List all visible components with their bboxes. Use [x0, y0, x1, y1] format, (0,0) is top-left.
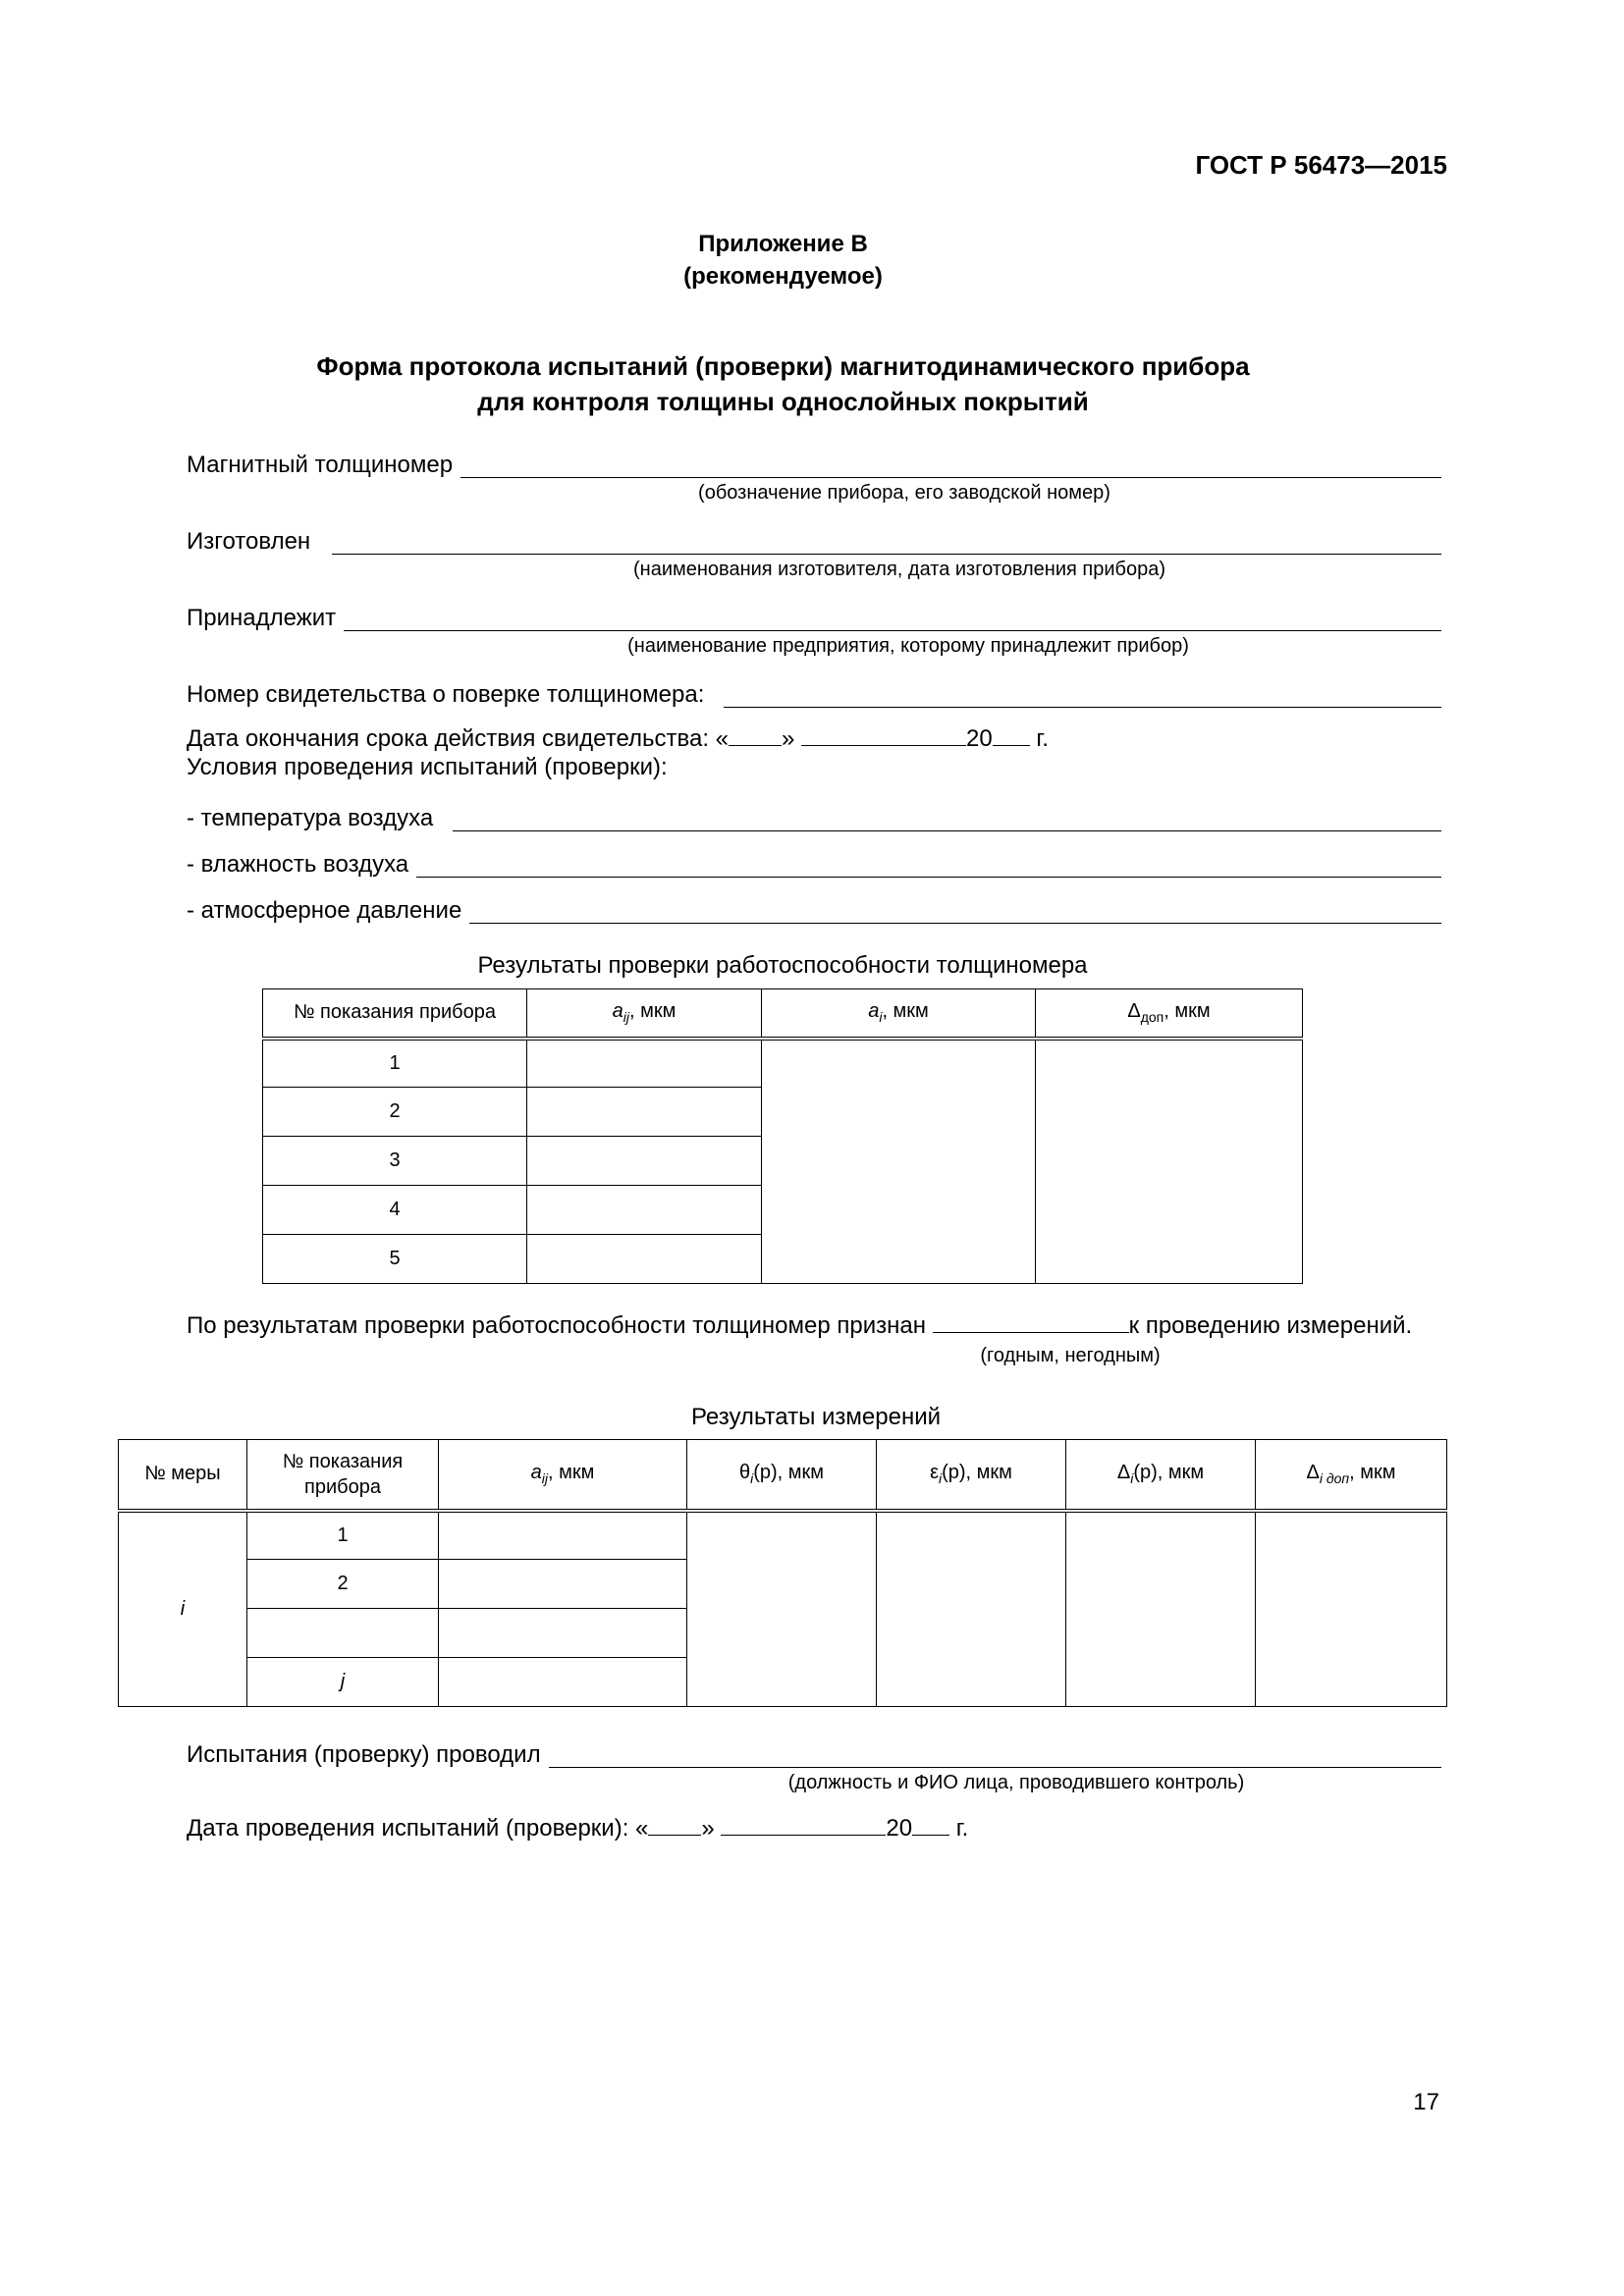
owner-hint: (наименование предприятия, которому принадлежит прибор) [627, 635, 1189, 657]
table2-header-reading [247, 1440, 439, 1511]
aij-subscript: ij [541, 1470, 548, 1487]
table1-caption: Результаты проверки работоспособности толщиномера [477, 952, 1088, 979]
manufactured-hint: (наименования изготовителя, дата изготовления прибора) [633, 559, 1165, 580]
meter-input-line[interactable] [460, 452, 1441, 478]
expiry-date-line [187, 723, 1049, 754]
verdict-text-after: к проведению измерений. [1128, 1312, 1413, 1339]
table1-header-aij [527, 989, 762, 1039]
delta-dop-cell[interactable] [1256, 1511, 1447, 1707]
delta-p-symbol: Δ [1116, 1462, 1131, 1484]
certificate-field [187, 674, 1441, 708]
humidity-field [187, 844, 1441, 878]
expiry-prefix: Дата окончания срока действия свидетельства: « [187, 725, 730, 752]
theta-unit: (p), мкм [753, 1462, 825, 1484]
reading-number: 2 [247, 1560, 439, 1609]
reading-number: 2 [263, 1088, 527, 1137]
manufactured-field [187, 521, 1441, 555]
table2-header-theta [687, 1440, 877, 1511]
test-date-year-blank[interactable] [912, 1813, 949, 1836]
test-date-day-blank[interactable] [648, 1813, 701, 1836]
theta-subscript: i [750, 1470, 754, 1487]
epsilon-cell[interactable] [877, 1511, 1066, 1707]
table2-header-delta-dop [1256, 1440, 1447, 1511]
pressure-input-line[interactable] [469, 897, 1441, 924]
form-title-line1: Форма протокола испытаний (проверки) магнитодинамического прибора [316, 351, 1250, 381]
table1-header-delta [1036, 989, 1303, 1039]
signature-field [187, 1735, 1441, 1768]
humidity-input-line[interactable] [416, 851, 1441, 878]
signature-label: Испытания (проверку) проводил [187, 1741, 541, 1768]
document-number: ГОСТ Р 56473—2015 [1195, 150, 1447, 180]
measurements-table [118, 1439, 1447, 1707]
verdict-line [187, 1310, 1412, 1341]
aij-cell[interactable] [439, 1658, 687, 1707]
expiry-year-blank[interactable] [993, 723, 1030, 746]
conditions-title: Условия проведения испытаний (проверки): [187, 754, 668, 780]
appendix-status: (рекомендуемое) [683, 263, 883, 290]
table-row [119, 1511, 1447, 1560]
expiry-quote-close: » [782, 725, 795, 752]
aij-cell[interactable] [439, 1511, 687, 1560]
appendix-title: Приложение В [698, 231, 868, 257]
owner-field [187, 598, 1441, 631]
manufactured-label: Изготовлен [187, 528, 311, 555]
ai-unit: , мкм [882, 1000, 929, 1023]
delta-unit: , мкм [1164, 1000, 1211, 1023]
aij-cell[interactable] [527, 1186, 762, 1235]
manufactured-input-line[interactable] [332, 528, 1441, 555]
appendix-heading [0, 228, 1566, 293]
table2-caption: Результаты измерений [690, 1404, 942, 1430]
test-date-suffix: г. [955, 1815, 969, 1842]
delta-dop-subscript: i доп [1319, 1470, 1350, 1487]
temperature-input-line[interactable] [453, 805, 1441, 831]
table1-header-reading: № показания прибора [263, 989, 527, 1039]
test-date-line [187, 1813, 968, 1843]
table1-header-ai [762, 989, 1036, 1039]
delta-subscript: доп [1140, 1009, 1164, 1026]
theta-cell[interactable] [687, 1511, 877, 1707]
aij-cell[interactable] [527, 1088, 762, 1137]
test-date-month-blank[interactable] [721, 1813, 886, 1836]
epsilon-subscript: i [938, 1470, 943, 1487]
reading-number [247, 1609, 439, 1658]
test-date-quote-close: » [701, 1815, 715, 1842]
verdict-blank[interactable] [933, 1310, 1129, 1333]
aij-cell[interactable] [439, 1609, 687, 1658]
reading-header-line1: № показания [282, 1450, 404, 1472]
temperature-label: - температура воздуха [187, 805, 434, 831]
verdict-text-before: По результатам проверки работоспособности толщиномер признан [187, 1312, 926, 1339]
table2-header-measure: № меры [119, 1440, 247, 1511]
epsilon-unit: (p), мкм [942, 1462, 1012, 1484]
ai-cell[interactable] [762, 1039, 1036, 1284]
delta-dop-unit: , мкм [1349, 1462, 1396, 1484]
aij-unit: , мкм [547, 1462, 595, 1484]
form-title-line2: для контроля толщины однослойных покрытий [477, 387, 1089, 416]
temperature-field [187, 798, 1441, 831]
delta-p-subscript: i [1130, 1470, 1134, 1487]
epsilon-symbol: ε [930, 1462, 939, 1484]
reading-number: 3 [263, 1137, 527, 1186]
theta-symbol: θ [738, 1462, 751, 1484]
page-number: 17 [1413, 2089, 1439, 2115]
aij-symbol: a [530, 1462, 542, 1484]
reading-number: 5 [263, 1235, 527, 1284]
delta-symbol: Δ [1127, 1000, 1141, 1023]
reading-number: 1 [263, 1039, 527, 1088]
test-date-prefix: Дата проведения испытаний (проверки): « [187, 1815, 649, 1842]
expiry-month-blank[interactable] [801, 723, 966, 746]
table2-header-row [119, 1440, 1447, 1511]
reading-number: 1 [247, 1511, 439, 1560]
pressure-field [187, 890, 1441, 924]
expiry-suffix: г. [1036, 725, 1049, 752]
certificate-input-line[interactable] [724, 681, 1441, 708]
aij-cell[interactable] [527, 1235, 762, 1284]
meter-field [187, 445, 1441, 478]
expiry-year-prefix: 20 [966, 725, 993, 752]
expiry-day-blank[interactable] [729, 723, 782, 746]
delta-p-unit: (p), мкм [1133, 1462, 1205, 1484]
ai-subscript: i [879, 1009, 883, 1026]
reading-number: j [247, 1658, 439, 1707]
table2-header-epsilon [877, 1440, 1066, 1511]
delta-dop-symbol: Δ [1306, 1462, 1320, 1484]
delta-cell[interactable] [1036, 1039, 1303, 1284]
table2-header-aij [439, 1440, 687, 1511]
table-row [263, 1039, 1303, 1088]
test-date-year-prefix: 20 [886, 1815, 913, 1842]
aij-subscript: ij [623, 1009, 629, 1026]
signature-hint: (должность и ФИО лица, проводившего контроль) [787, 1772, 1245, 1793]
humidity-label: - влажность воздуха [187, 851, 409, 878]
table1-header-row [263, 989, 1303, 1039]
certificate-label: Номер свидетельства о поверке толщиномера: [187, 681, 705, 708]
reading-header-line2: прибора [304, 1475, 381, 1498]
meter-hint: (обозначение прибора, его заводской номер) [698, 482, 1110, 504]
meter-label: Магнитный толщиномер [187, 452, 454, 478]
aij-unit: , мкм [628, 1000, 677, 1023]
owner-input-line[interactable] [344, 605, 1441, 631]
measure-number: i [119, 1511, 247, 1707]
owner-label: Принадлежит [187, 605, 337, 631]
table2-header-delta-p [1066, 1440, 1256, 1511]
pressure-label: - атмосферное давление [187, 897, 462, 924]
aij-cell[interactable] [527, 1039, 762, 1088]
reading-number: 4 [263, 1186, 527, 1235]
signature-input-line[interactable] [549, 1741, 1441, 1768]
aij-cell[interactable] [527, 1137, 762, 1186]
verdict-hint: (годным, негодным) [980, 1345, 1161, 1366]
workability-table [262, 988, 1303, 1284]
ai-symbol: a [868, 1000, 880, 1023]
form-title [0, 348, 1566, 419]
delta-p-cell[interactable] [1066, 1511, 1256, 1707]
aij-cell[interactable] [439, 1560, 687, 1609]
aij-symbol: a [612, 1000, 623, 1023]
